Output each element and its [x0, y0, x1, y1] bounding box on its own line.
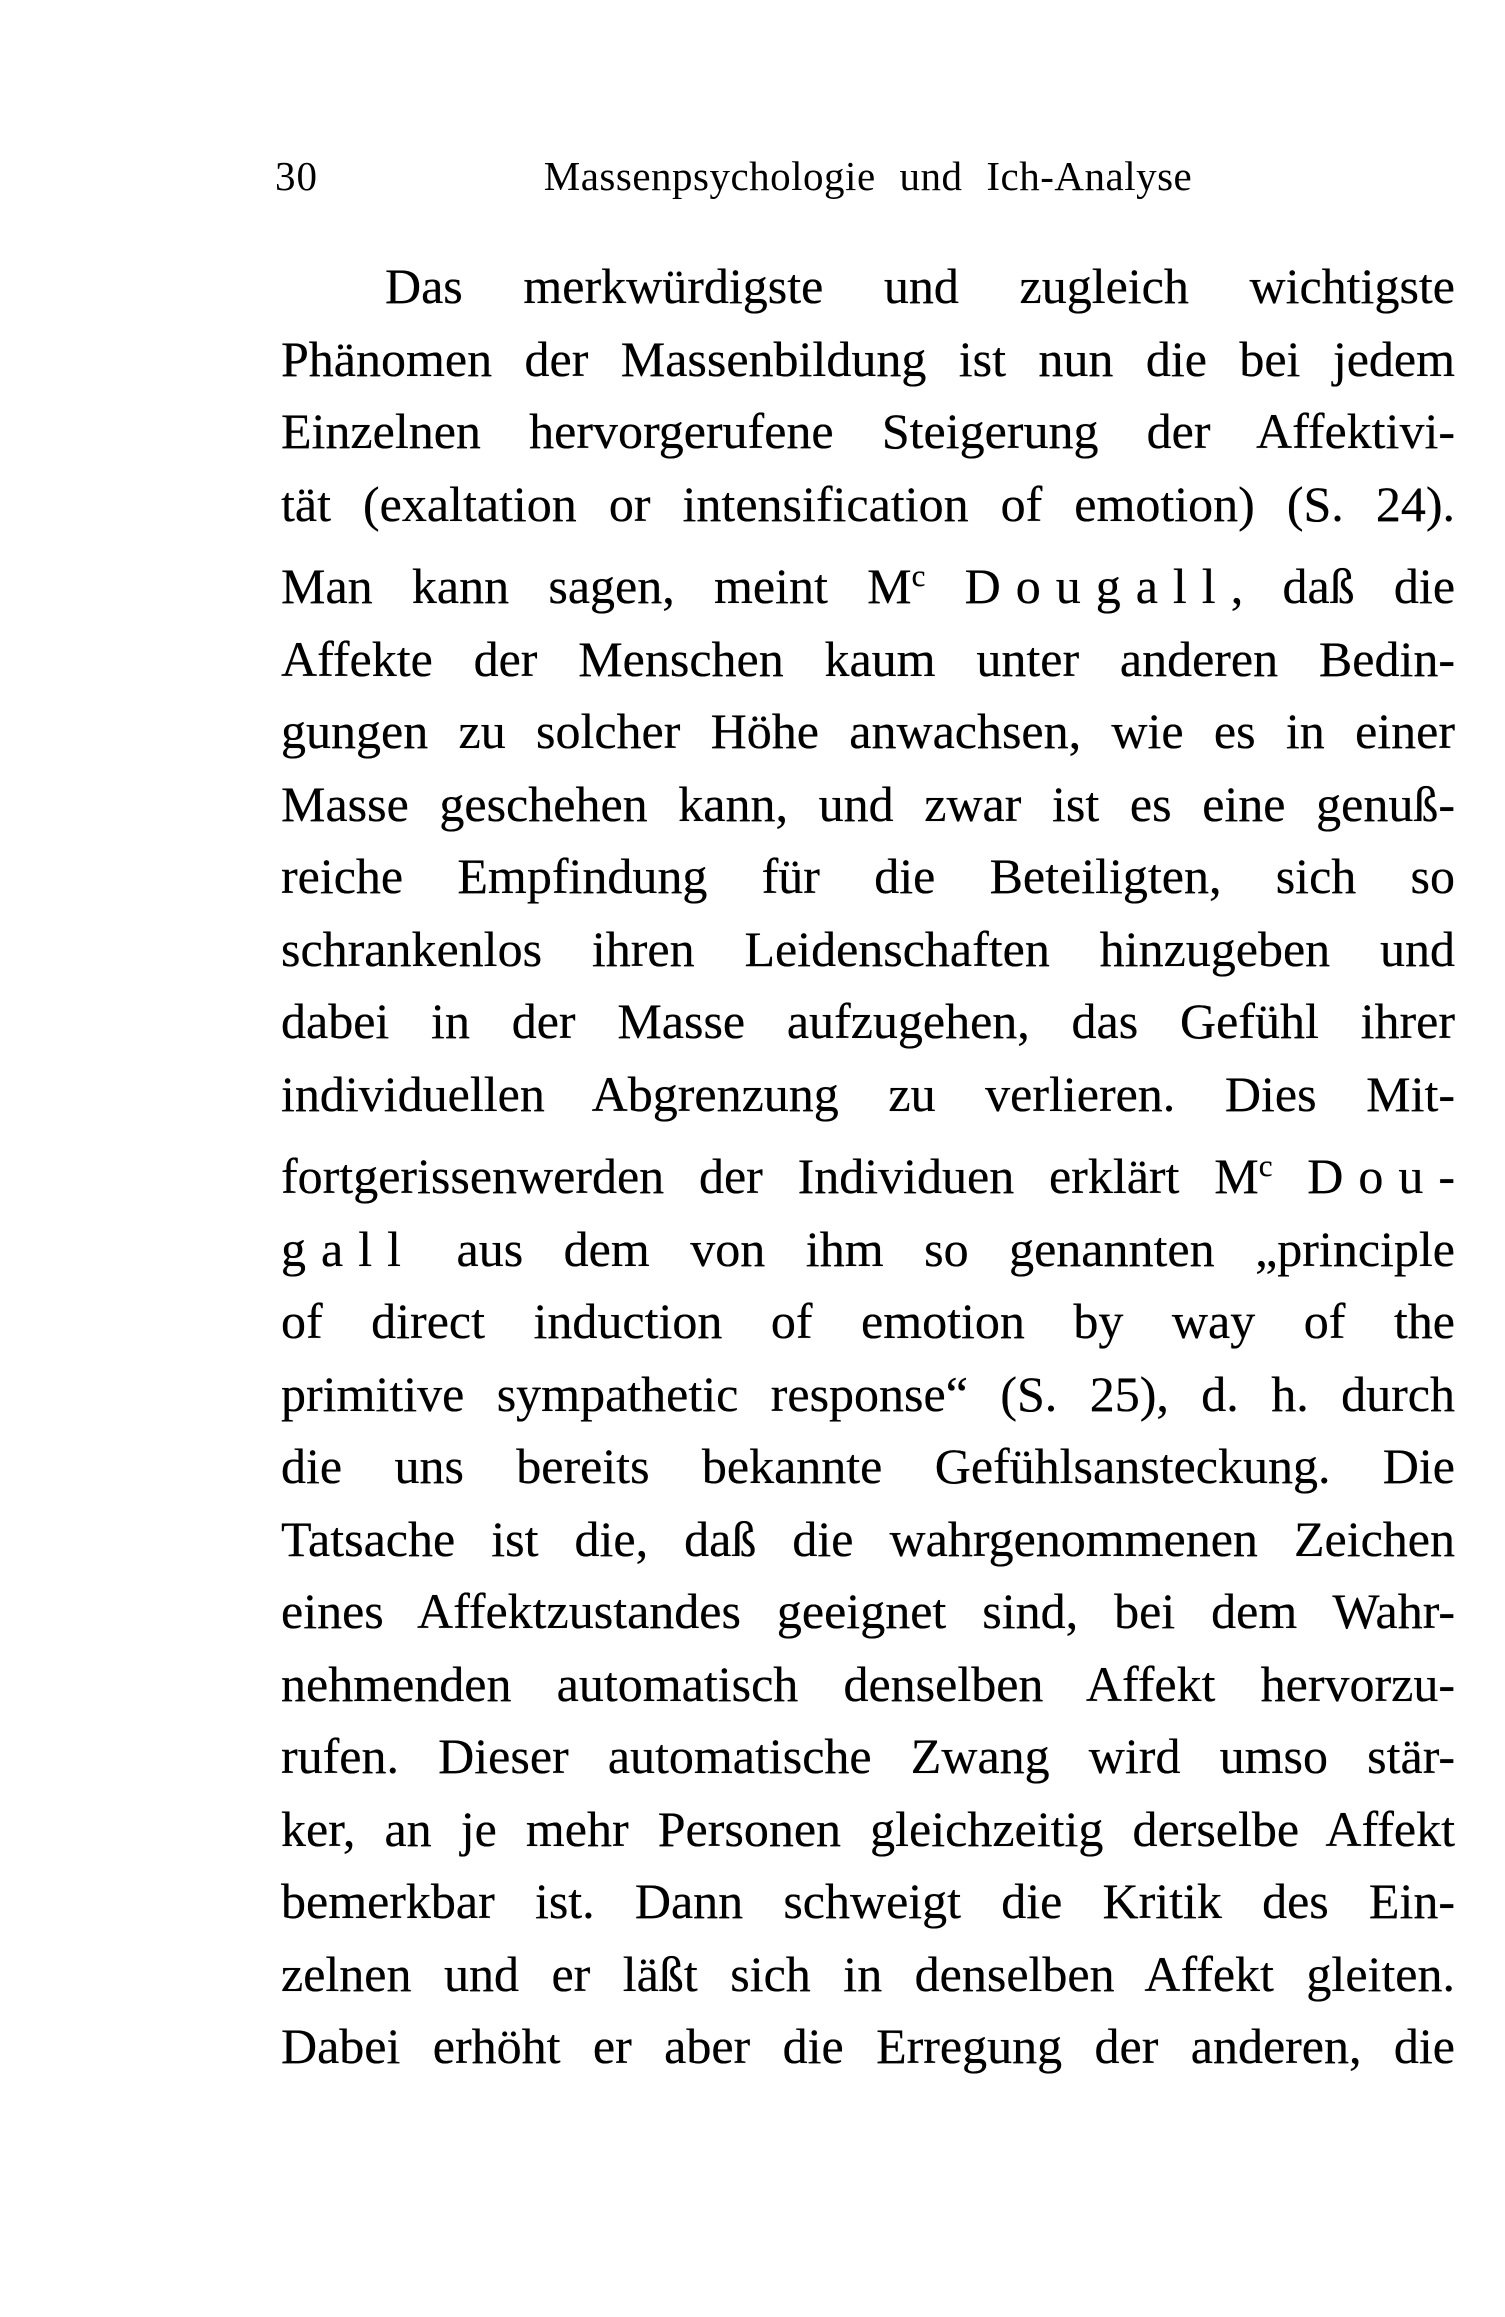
- text-line: [281, 1938, 1455, 2011]
- text-line: [281, 913, 1455, 986]
- text-segment: eines Affektzustandes geeignet sind, bei dem Wahr-: [281, 1583, 1455, 1640]
- text-segment-sup: c: [1258, 1148, 1273, 1184]
- text-line: [281, 1130, 1455, 1213]
- text-segment: dabei in der Masse aufzugehen, das Gefühl ihrer: [281, 993, 1455, 1050]
- running-title: Massenpsychologie und Ich-Analyse: [543, 153, 1193, 199]
- text-segment: rufen. Dieser automatische Zwang wird umso stär-: [281, 1728, 1455, 1785]
- text-line: [281, 1503, 1455, 1576]
- text-line: [281, 1213, 1455, 1286]
- text-line: [281, 323, 1455, 396]
- text-line: [281, 2010, 1455, 2083]
- text-line: [281, 768, 1455, 841]
- text-line: [281, 395, 1455, 468]
- text-segment-sperr: gall: [281, 1220, 416, 1277]
- text-segment: Masse geschehen kann, und zwar ist es eine genuß-: [281, 775, 1455, 832]
- text-segment: Tatsache ist die, daß die wahrgenommenen Zeichen: [281, 1510, 1455, 1567]
- text-segment: [1272, 1148, 1307, 1204]
- text-segment: tät (exaltation or intensification of emotion) (S. 24).: [281, 475, 1455, 532]
- text-line: [281, 1058, 1455, 1131]
- text-segment: Dabei erhöht er aber die Erregung der anderen, die: [281, 2018, 1455, 2075]
- text-segment: individuellen Abgrenzung zu verlieren. Dies Mit-: [281, 1065, 1455, 1122]
- text-segment: aus dem von ihm so genannten „principle: [415, 1220, 1455, 1277]
- running-head: [275, 152, 1455, 202]
- text-segment: Phänomen der Massenbildung ist nun die bei jedem: [281, 330, 1455, 387]
- text-segment: fortgerissenwerden der Individuen erklärt M: [281, 1148, 1259, 1205]
- page-number: 30: [275, 153, 318, 199]
- text-line: [281, 840, 1455, 913]
- text-segment: primitive sympathetic response“ (S. 25), d. h. durch: [281, 1365, 1455, 1422]
- body-text-block: [281, 250, 1455, 2083]
- text-line: [281, 695, 1455, 768]
- text-line: [281, 540, 1455, 623]
- text-line: [281, 1358, 1455, 1431]
- text-segment: gungen zu solcher Höhe anwachsen, wie es in einer: [281, 703, 1455, 760]
- text-segment: ker, an je mehr Personen gleichzeitig derselbe Affekt: [281, 1800, 1455, 1857]
- text-segment: Man kann sagen, meint M: [281, 558, 912, 615]
- text-segment: schrankenlos ihren Leidenschaften hinzugeben und: [281, 920, 1455, 977]
- text-line: [281, 1865, 1455, 1938]
- text-line: [281, 468, 1455, 541]
- text-segment: -: [1438, 1148, 1455, 1205]
- text-segment: die uns bereits bekannte Gefühlsansteckung. Die: [281, 1438, 1455, 1495]
- text-segment-sperr: Dougall: [964, 558, 1231, 615]
- text-line: [281, 1430, 1455, 1503]
- text-segment: [925, 558, 964, 614]
- text-segment: , daß die: [1230, 558, 1456, 615]
- text-segment-sup: c: [911, 558, 926, 593]
- text-line: [281, 1285, 1455, 1358]
- text-line: [281, 1648, 1455, 1721]
- text-segment: of direct induction of emotion by way of the: [281, 1293, 1455, 1350]
- text-line: [281, 1793, 1455, 1866]
- text-segment: Affekte der Menschen kaum unter anderen Bedin-: [281, 630, 1455, 687]
- text-line: [281, 1720, 1455, 1793]
- text-segment: reiche Empfindung für die Beteiligten, sich so: [281, 848, 1455, 905]
- text-segment: Das merkwürdigste und zugleich wichtigste: [385, 258, 1455, 314]
- text-segment: nehmenden automatisch denselben Affekt hervorzu-: [281, 1655, 1455, 1712]
- text-line: [281, 1575, 1455, 1648]
- text-line: [281, 623, 1455, 696]
- text-segment-sperr: Dou: [1307, 1148, 1439, 1205]
- text-segment: bemerkbar ist. Dann schweigt die Kritik des Ein-: [281, 1873, 1455, 1930]
- text-segment: zelnen und er läßt sich in denselben Affekt gleiten.: [281, 1945, 1455, 2002]
- text-line: [281, 250, 1455, 323]
- text-line: [281, 985, 1455, 1058]
- text-segment: Einzelnen hervorgerufene Steigerung der Affektivi-: [281, 403, 1455, 459]
